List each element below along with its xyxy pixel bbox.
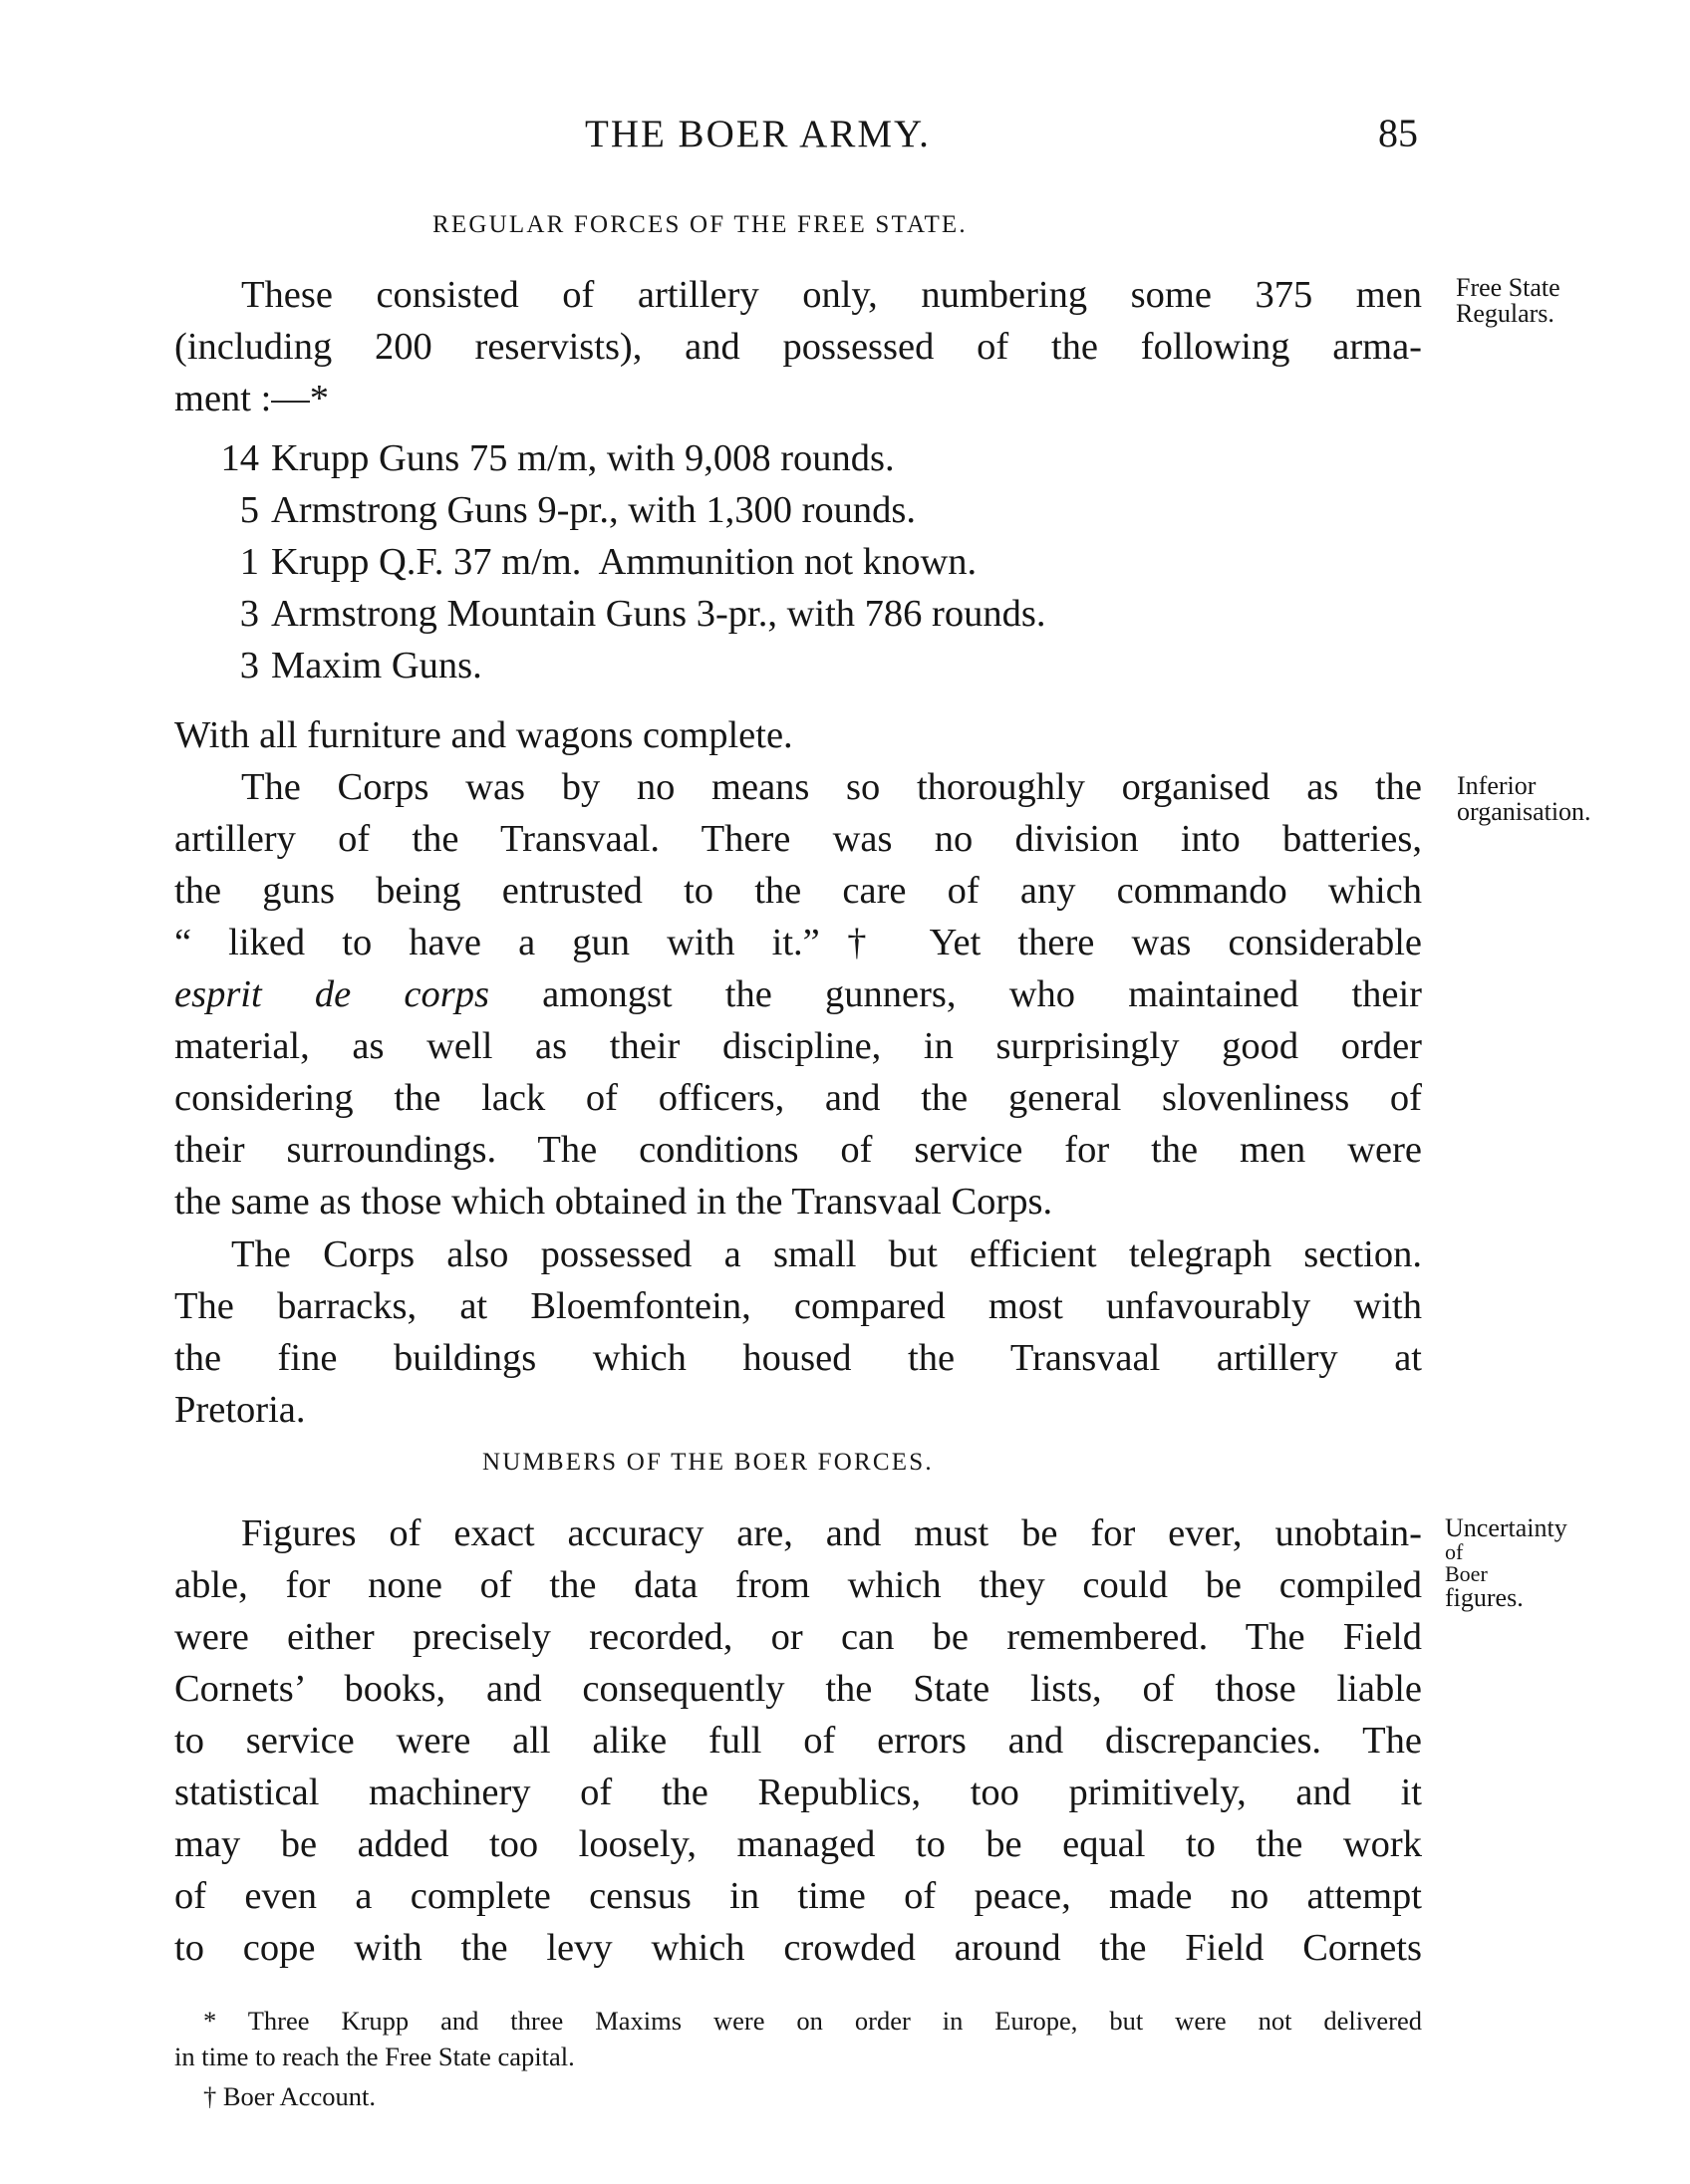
body-line: The Corps was by no means so thoroughly organised as the [241,766,1422,808]
body-line: ment :—* [174,378,330,419]
sidenote-uncertainty [1445,1515,1567,1611]
body-line: artillery of the Transvaal. There was no division into batteries, [174,818,1422,860]
body-line: to service were all alike full of errors and discrepancies. The [174,1720,1422,1762]
body-line: to cope with the levy which crowded around the Field Cornets [174,1927,1422,1969]
section-heading-regular-forces: REGULAR FORCES OF THE FREE STATE. [432,211,968,238]
body-line: the fine buildings which housed the Transvaal artillery at [174,1337,1422,1379]
sidenote-inferior-organisation [1457,773,1591,825]
armament-description: Krupp Guns 75 m/m, with 9,008 rounds. [271,437,895,479]
armament-quantity: 1 [239,541,259,583]
body-line: were either precisely recorded, or can be remembered. The Field [174,1616,1422,1658]
body-line: “ liked to have a gun with it.”† Yet there was considerable [174,922,1422,963]
body-line: the same as those which obtained in the Transvaal Corps. [174,1181,1053,1223]
body-line: statistical machinery of the Republics, too primitively, and it [174,1772,1422,1813]
armament-description: Maxim Guns. [271,645,482,686]
armament-quantity: 3 [239,593,259,635]
armament-description: Armstrong Guns 9-pr., with 1,300 rounds. [271,489,916,531]
sidenote-line: Uncertainty [1445,1513,1567,1542]
body-line: material, as well as their discipline, in surprisingly good order [174,1025,1422,1067]
body-line: (including 200 reservists), and possessed of the following arma- [174,326,1422,368]
body-line: The barracks, at Bloemfontein, compared most unfavourably with [174,1285,1422,1327]
body-line-rest: amongst the gunners, who maintained their [488,973,1423,1015]
body-line: Cornets’ books, and consequently the State lists, of those liable [174,1668,1422,1710]
sidenote-line: figures. [1445,1583,1524,1612]
sidenote-line: of [1445,1539,1464,1564]
body-line: able, for none of the data from which they could be compiled [174,1564,1422,1606]
body-line: Figures of exact accuracy are, and must be for ever, unobtain- [241,1512,1422,1554]
body-line: These consisted of artillery only, numbering some 375 men [241,274,1422,316]
body-line: the guns being entrusted to the care of any commando which [174,870,1422,912]
body-line: Pretoria. [174,1389,306,1431]
body-line: their surroundings. The conditions of service for the men were [174,1129,1422,1171]
sidenote-line: Regulars. [1456,299,1554,328]
armament-quantity: 5 [239,489,259,531]
sidenote-line: Inferior [1457,771,1537,800]
sidenote-line: Boer [1445,1561,1488,1586]
armament-description: Krupp Q.F. 37 m/m. Ammunition not known. [271,541,978,583]
footnote-asterisk: * Three Krupp and three Maxims were on order in Europe, but were not delivered [203,2006,1422,2036]
body-line: may be added too loosely, managed to be equal to the work [174,1823,1422,1865]
armament-quantity: 3 [239,645,259,686]
sidenote-line: Free State [1456,273,1560,302]
body-line: With all furniture and wagons complete. [174,714,793,756]
footnote-dagger: † Boer Account. [203,2081,376,2111]
armament-description: Armstrong Mountain Guns 3-pr., with 786 rounds. [271,593,1046,635]
body-line: considering the lack of officers, and the general slovenliness of [174,1077,1422,1119]
page-number: 85 [1378,111,1418,155]
running-title: THE BOER ARMY. [585,113,931,155]
armament-quantity: 14 [220,437,259,479]
sidenote-free-state-regulars [1456,275,1560,327]
italic-phrase: esprit de corps [174,973,489,1015]
section-heading-numbers: NUMBERS OF THE BOER FORCES. [482,1449,934,1476]
footnote-asterisk-continued: in time to reach the Free State capital. [174,2042,575,2071]
body-line [174,968,1422,1020]
body-line: of even a complete census in time of peace, made no attempt [174,1875,1422,1917]
body-line: The Corps also possessed a small but efficient telegraph section. [231,1233,1422,1275]
sidenote-line: organisation. [1457,797,1591,826]
